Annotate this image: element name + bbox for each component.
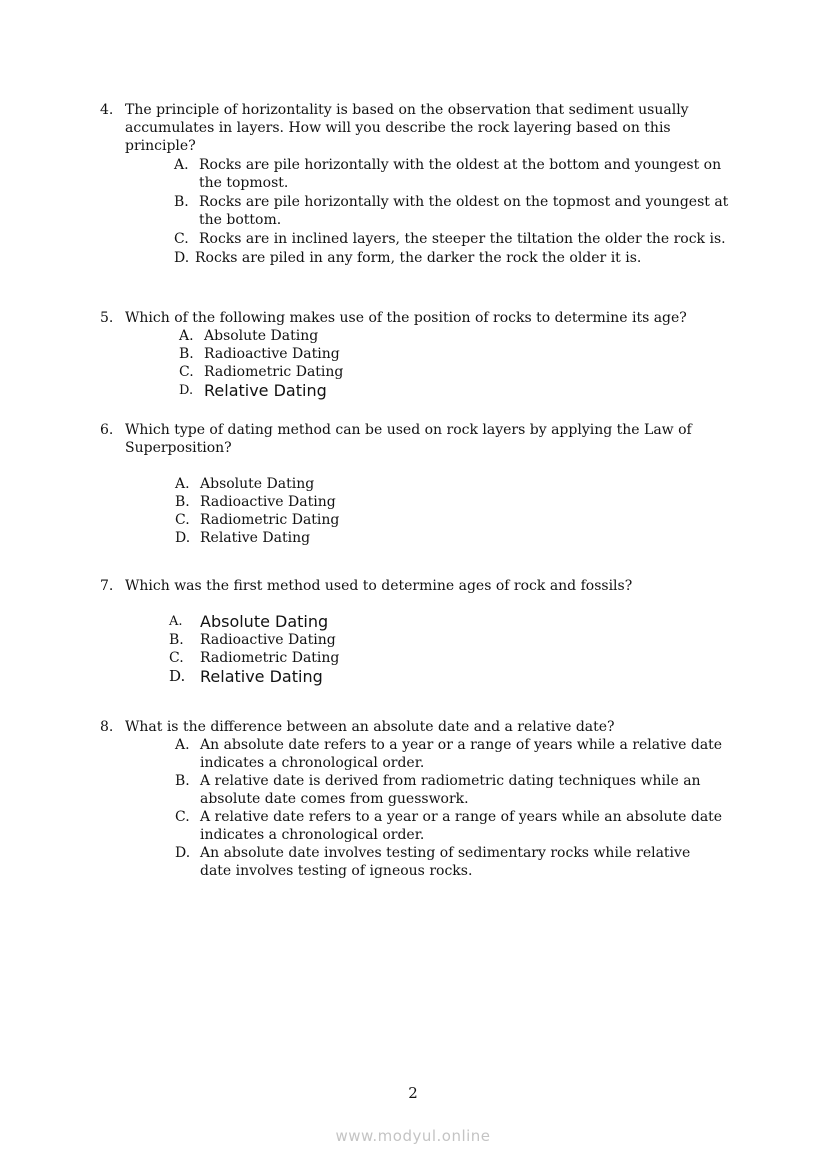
- option-text: An absolute date refers to a year or a range of years while a relative date indicates a chronological order.: [200, 737, 723, 771]
- option-a: [175, 736, 725, 772]
- option-letter: D.: [179, 383, 194, 398]
- question-7: [100, 577, 740, 686]
- page-number: 2: [408, 1084, 418, 1102]
- option-letter: C.: [169, 650, 184, 666]
- watermark: www.modyul.online: [335, 1127, 491, 1145]
- option-b: [175, 493, 740, 511]
- option-b: [174, 193, 734, 229]
- option-text: [195, 249, 734, 267]
- options-list: [175, 736, 725, 880]
- option-text: Relative Dating: [204, 381, 327, 400]
- option-letter: B.: [175, 773, 190, 789]
- option-text: Radiometric Dating: [204, 364, 344, 380]
- option-d: [179, 381, 740, 400]
- option-letter: C.: [174, 231, 189, 247]
- option-c: [169, 649, 740, 667]
- option-letter: D.: [175, 530, 191, 546]
- option-text: Absolute Dating: [204, 328, 319, 344]
- option-text-content: Rocks are pile horizontally with the oldest on the topmost and youngest at the bottom.: [199, 194, 729, 228]
- option-a: [175, 475, 740, 493]
- option-d: [175, 844, 725, 880]
- question-number: 6.: [100, 422, 114, 438]
- option-a: [179, 327, 740, 345]
- option-c: [175, 808, 725, 844]
- options-list: [174, 156, 734, 267]
- option-letter: B.: [169, 632, 184, 648]
- option-letter: A.: [179, 328, 194, 344]
- question-number: 4.: [100, 102, 114, 118]
- option-b: [169, 631, 740, 649]
- question-6: [100, 421, 740, 547]
- option-letter: A.: [174, 157, 189, 173]
- question-text: Which of the following makes use of the position of rocks to determine its age?: [125, 310, 687, 326]
- option-text: Relative Dating: [200, 530, 311, 546]
- option-c: [175, 511, 740, 529]
- option-text: Radioactive Dating: [200, 632, 336, 648]
- question-text: The principle of horizontality is based on the observation that sediment usually accumulates in layers. How will you describe the rock layering based on this principle?: [125, 102, 689, 154]
- option-text: A relative date is derived from radiometric dating techniques while an absolute date comes from guesswork.: [200, 773, 701, 807]
- option-letter: C.: [175, 512, 190, 528]
- option-text: Radioactive Dating: [204, 346, 340, 362]
- option-letter: D.: [175, 845, 191, 861]
- option-b: [175, 772, 725, 808]
- question-8: [100, 718, 740, 880]
- question-number: 8.: [100, 719, 114, 735]
- option-letter: B.: [174, 194, 189, 210]
- option-a: [174, 156, 734, 192]
- option-letter: A.: [175, 737, 190, 753]
- option-d: [169, 667, 740, 686]
- option-d: [174, 249, 734, 267]
- option-letter: A.: [175, 476, 190, 492]
- option-a: [169, 612, 740, 631]
- option-letter: C.: [179, 364, 194, 380]
- option-text: Absolute Dating: [200, 476, 315, 492]
- option-text: [195, 193, 734, 229]
- question-text: Which type of dating method can be used on rock layers by applying the Law of Superposition?: [125, 422, 692, 456]
- option-text-content: Rocks are pile horizontally with the oldest at the bottom and youngest on the topmost.: [199, 157, 722, 191]
- question-number: 5.: [100, 310, 114, 326]
- option-text: Radiometric Dating: [200, 512, 340, 528]
- option-text-content: Rocks are piled in any form, the darker the rock the older it is.: [195, 250, 642, 266]
- option-text: [195, 156, 734, 192]
- option-letter: B.: [179, 346, 194, 362]
- option-c: [174, 230, 734, 248]
- options-list: [179, 327, 740, 400]
- question-text: What is the difference between an absolute date and a relative date?: [125, 719, 615, 735]
- question-4: [100, 101, 740, 267]
- option-text: [195, 230, 734, 248]
- option-b: [179, 345, 740, 363]
- option-c: [179, 363, 740, 381]
- question-number: 7.: [100, 578, 114, 594]
- option-text: A relative date refers to a year or a range of years while an absolute date indicates a chronological order.: [200, 809, 723, 843]
- option-text: Radiometric Dating: [200, 650, 340, 666]
- option-text: Relative Dating: [200, 667, 323, 686]
- option-letter: D.: [169, 667, 186, 685]
- option-letter: A.: [169, 614, 183, 629]
- option-text: An absolute date involves testing of sedimentary rocks while relative date involves testing of igneous rocks.: [200, 845, 691, 879]
- question-5: [100, 309, 740, 400]
- option-text-content: Rocks are in inclined layers, the steeper the tiltation the older the rock is.: [199, 231, 726, 247]
- option-letter: B.: [175, 494, 190, 510]
- question-text: Which was the first method used to determine ages of rock and fossils?: [125, 578, 633, 594]
- option-text: Radioactive Dating: [200, 494, 336, 510]
- option-text: Absolute Dating: [200, 612, 329, 631]
- option-d: [175, 529, 740, 547]
- options-list: [175, 475, 740, 547]
- option-letter: D.: [174, 250, 190, 266]
- options-list: [169, 612, 740, 686]
- option-letter: C.: [175, 809, 190, 825]
